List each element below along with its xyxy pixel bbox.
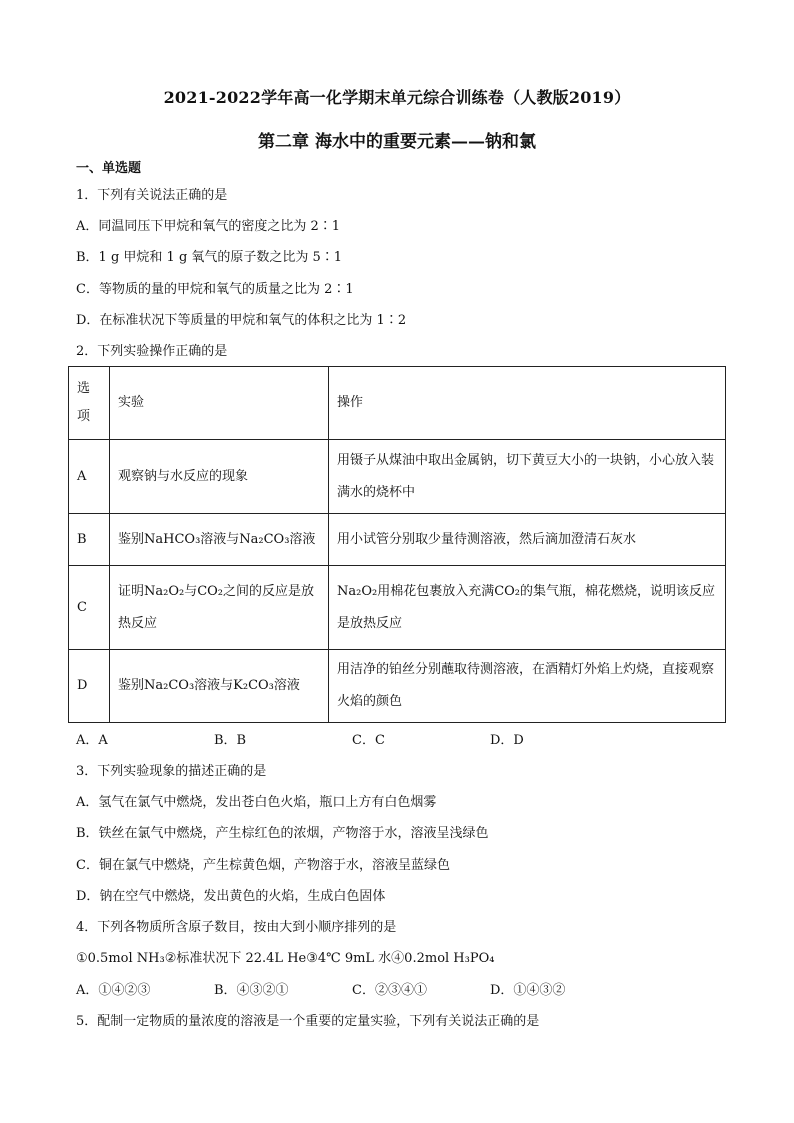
row-operation: 用小试管分别取少量待测溶液，然后滴加澄清石灰水 [329,514,726,566]
question-4-stem: 4．下列各物质所含原子数目，按由大到小顺序排列的是 [76,920,397,935]
question-3-stem: 3．下列实验现象的描述正确的是 [76,764,267,779]
row-option: C [69,566,110,650]
row-option: D [69,650,110,723]
table-header-row [69,367,726,440]
question-4-option-a: A．①④②③ [76,983,151,998]
row-experiment: 鉴别Na₂CO₃溶液与K₂CO₃溶液 [110,650,329,723]
question-3-option-a: A．氢气在氯气中燃烧，发出苍白色火焰，瓶口上方有白色烟雾 [76,795,437,810]
question-1-option-d: D．在标准状况下等质量的甲烷和氧气的体积之比为 1∶2 [76,313,407,328]
question-5-stem: 5．配制一定物质的量浓度的溶液是一个重要的定量实验，下列有关说法正确的是 [76,1014,540,1029]
table-row [69,514,726,566]
question-2-option-d: D．D [490,733,524,748]
question-1-stem: 1．下列有关说法正确的是 [76,188,228,203]
table-row [69,650,726,723]
row-operation: 用镊子从煤油中取出金属钠，切下黄豆大小的一块钠，小心放入装满水的烧杯中 [329,440,726,514]
question-4-items: ①0.5mol NH₃②标准状况下 22.4L He③4℃ 9mL 水④0.2mol H₃PO₄ [76,951,495,966]
header-experiment: 实验 [110,367,329,440]
question-4-option-b: B．④③②① [214,983,289,998]
row-option: B [69,514,110,566]
question-2-options [76,732,524,750]
question-2-stem: 2．下列实验操作正确的是 [76,344,228,359]
question-3-option-d: D．钠在空气中燃烧，发出黄色的火焰，生成白色固体 [76,889,386,904]
row-operation: Na₂O₂用棉花包裹放入充满CO₂的集气瓶，棉花燃烧，说明该反应是放热反应 [329,566,726,650]
question-4-options [76,982,565,1000]
question-1-option-b: B．1 g 甲烷和 1 g 氧气的原子数之比为 5∶1 [76,250,343,265]
row-option: A [69,440,110,514]
question-4-option-c: C．②③④① [352,983,427,998]
section-heading: 一、单选题 [76,161,142,176]
row-experiment: 鉴别NaHCO₃溶液与Na₂CO₃溶液 [110,514,329,566]
question-2-option-a: A．A [76,733,108,748]
question-4-option-d: D．①④③② [490,983,566,998]
row-experiment: 证明Na₂O₂与CO₂之间的反应是放热反应 [110,566,329,650]
question-2-option-c: C．C [352,733,385,748]
row-experiment: 观察钠与水反应的现象 [110,440,329,514]
question-3-option-c: C．铜在氯气中燃烧，产生棕黄色烟，产物溶于水，溶液呈蓝绿色 [76,858,450,873]
chapter-title: 第二章 海水中的重要元素——钠和氯 [258,132,536,152]
question-3-option-b: B．铁丝在氯气中燃烧，产生棕红色的浓烟，产物溶于水，溶液呈浅绿色 [76,826,489,841]
question-2-option-b: B．B [214,733,247,748]
question-1-option-c: C．等物质的量的甲烷和氧气的质量之比为 2∶1 [76,282,354,297]
table-row [69,440,726,514]
header-operation: 操作 [329,367,726,440]
question-1-option-a: A．同温同压下甲烷和氧气的密度之比为 2∶1 [76,219,341,234]
row-operation: 用洁净的铂丝分别蘸取待测溶液，在酒精灯外焰上灼烧，直接观察火焰的颜色 [329,650,726,723]
header-option: 选项 [69,367,110,440]
question-2-table [68,366,726,723]
document-title: 2021-2022学年高一化学期末单元综合训练卷（人教版2019） [163,88,631,107]
table-row [69,566,726,650]
